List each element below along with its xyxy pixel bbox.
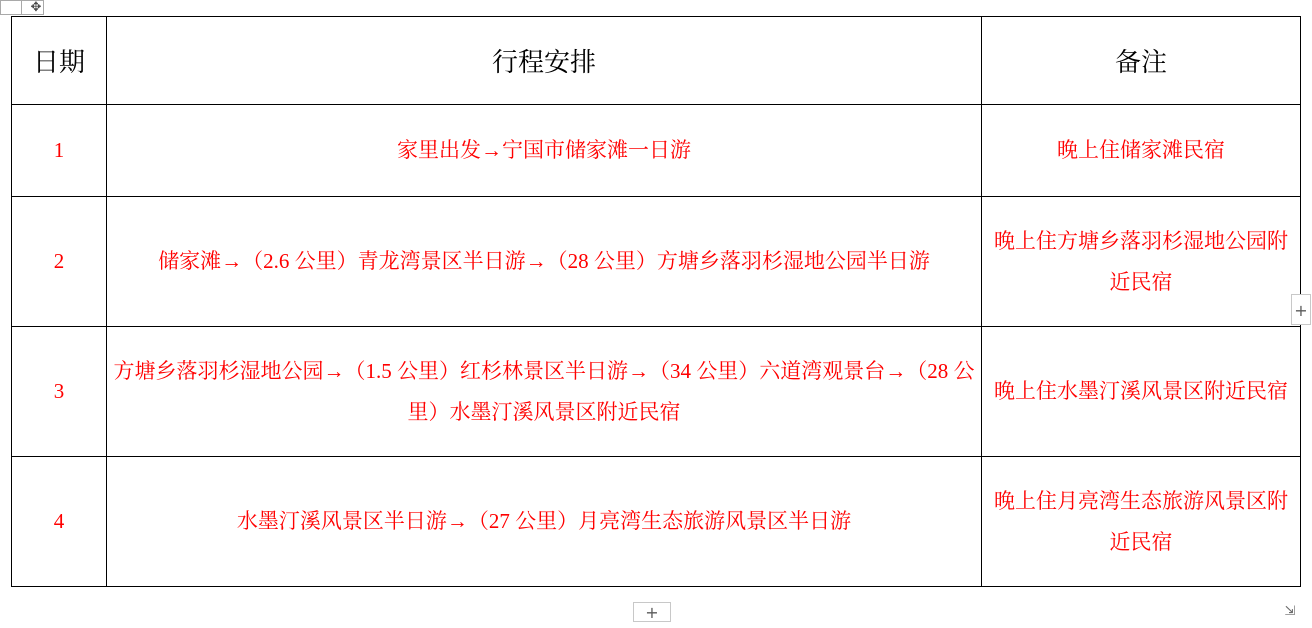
cell-remark: 晚上住储家滩民宿 [982,105,1301,197]
itinerary-table [11,16,1301,587]
table-move-handle-icon[interactable]: ✥ [30,0,42,15]
ruler-strip [0,0,1312,16]
table-header-row [12,17,1301,105]
cell-date: 3 [12,327,107,457]
table-resize-handle-icon[interactable]: ⇲ [1284,604,1296,619]
cell-remark: 晚上住月亮湾生态旅游风景区附近民宿 [982,457,1301,587]
table-row [12,457,1301,587]
add-row-button[interactable]: + [633,602,671,622]
cell-remark: 晚上住方塘乡落羽杉湿地公园附近民宿 [982,197,1301,327]
column-header-remark: 备注 [982,17,1301,105]
column-header-date: 日期 [12,17,107,105]
cell-plan: 水墨汀溪风景区半日游→（27 公里）月亮湾生态旅游风景区半日游 [107,457,982,587]
cell-plan: 家里出发→宁国市储家滩一日游 [107,105,982,197]
cell-date: 4 [12,457,107,587]
cell-date: 2 [12,197,107,327]
ruler-corner-box [0,0,22,15]
cell-plan: 储家滩→（2.6 公里）青龙湾景区半日游→（28 公里）方塘乡落羽杉湿地公园半日游 [107,197,982,327]
add-column-button[interactable]: + [1291,294,1311,325]
table-row [12,327,1301,457]
cell-remark: 晚上住水墨汀溪风景区附近民宿 [982,327,1301,457]
column-header-plan: 行程安排 [107,17,982,105]
cell-date: 1 [12,105,107,197]
table-row [12,197,1301,327]
cell-plan: 方塘乡落羽杉湿地公园→（1.5 公里）红杉林景区半日游→（34 公里）六道湾观景台→（28 公里）水墨汀溪风景区附近民宿 [107,327,982,457]
table-row [12,105,1301,197]
